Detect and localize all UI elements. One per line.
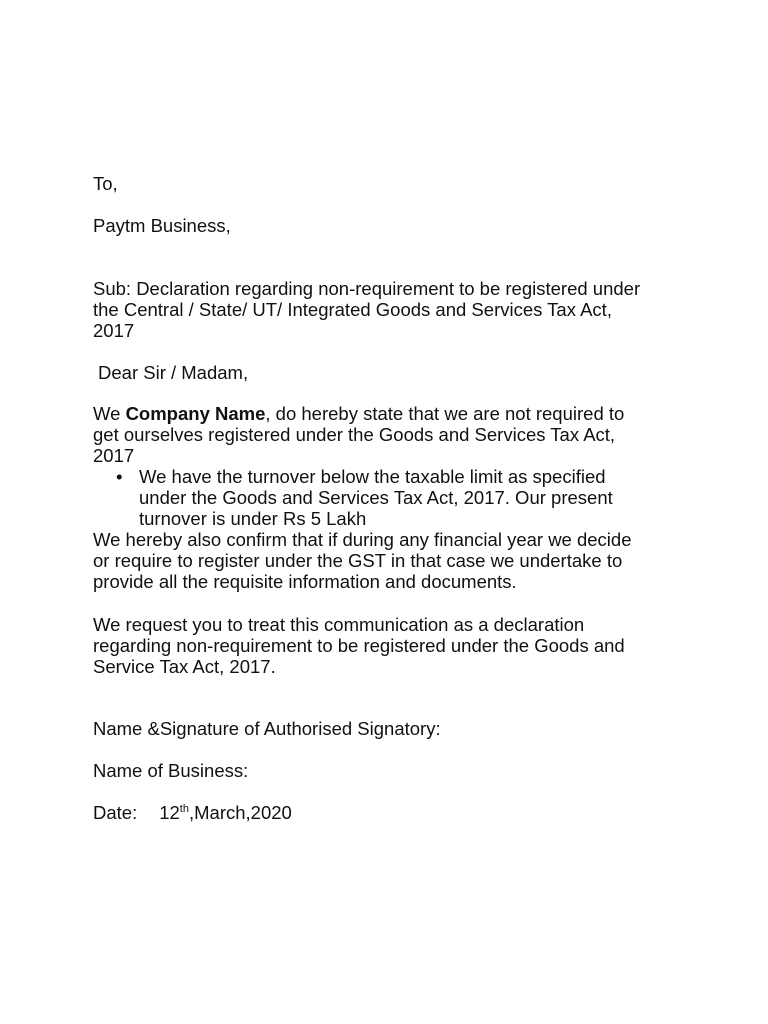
declaration-line <box>93 403 683 424</box>
bullet-line: under the Goods and Services Tax Act, 2017. Our present <box>139 487 613 508</box>
request-line: We request you to treat this communication as a declaration <box>93 614 585 635</box>
declaration-line: get ourselves registered under the Goods and Services Tax Act, <box>93 424 616 445</box>
subject-line: Sub: Declaration regarding non-requirement to be registered under <box>93 278 641 299</box>
bullet-line: We have the turnover below the taxable limit as specified <box>139 466 606 487</box>
subject-block <box>93 278 683 341</box>
date-value <box>159 802 292 823</box>
recipient-name: Paytm Business, <box>93 215 231 236</box>
bullet-line: turnover is under Rs 5 Lakh <box>139 508 367 529</box>
confirmation-line: provide all the requisite information and documents. <box>93 571 517 592</box>
declaration-rest: , do hereby state that we are not required to <box>265 403 625 424</box>
bullet-icon: • <box>116 466 123 487</box>
declaration-line: 2017 <box>93 445 135 466</box>
greeting: Dear Sir / Madam, <box>98 362 249 383</box>
declaration-block <box>93 403 683 466</box>
business-name-label: Name of Business: <box>93 760 249 781</box>
salutation-to: To, <box>93 173 118 194</box>
declaration-prefix: We <box>93 403 126 424</box>
request-line: Service Tax Act, 2017. <box>93 656 276 677</box>
date-line <box>93 802 292 823</box>
date-rest: ,March,2020 <box>188 802 292 823</box>
signatory-label: Name &Signature of Authorised Signatory: <box>93 718 441 739</box>
request-line: regarding non-requirement to be registered under the Goods and <box>93 635 625 656</box>
confirmation-block <box>93 529 683 592</box>
date-day: 12 <box>159 802 180 823</box>
confirmation-line: We hereby also confirm that if during any financial year we decide <box>93 529 632 550</box>
date-day-suffix: th <box>179 802 189 815</box>
turnover-bullet-list <box>93 466 683 529</box>
date-label: Date: <box>93 802 138 823</box>
confirmation-line: or require to register under the GST in that case we undertake to <box>93 550 623 571</box>
subject-line: the Central / State/ UT/ Integrated Goods and Services Tax Act, <box>93 299 612 320</box>
company-name: Company Name <box>125 403 266 424</box>
subject-line: 2017 <box>93 320 135 341</box>
request-block <box>93 614 683 677</box>
list-item <box>116 466 683 529</box>
